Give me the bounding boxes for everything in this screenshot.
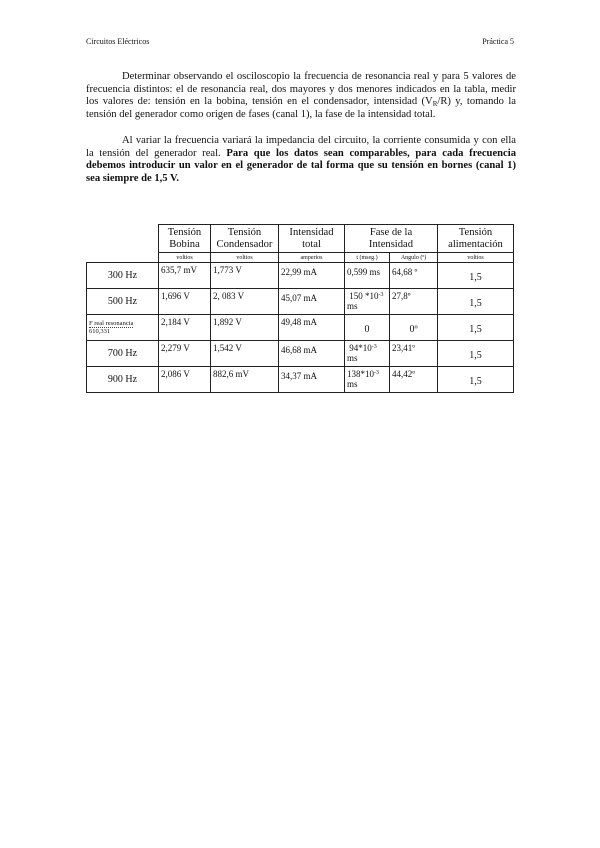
bobina-cell: 2,279 V — [159, 341, 211, 367]
condensador-cell: 1,773 V — [211, 263, 279, 289]
freq-cell: 900 Hz — [87, 367, 159, 393]
t-cell: 0,599 ms — [345, 263, 390, 289]
note-paragraph: Al variar la frecuencia variará la impedancia del circuito, la corriente consumida y con ella la tensión del generador real. Para que los datos sean comparables, para cada frecuencia debemos introducir un valor en el generador de tal forma que su tensión en bornes (canal 1) sea siempre de 1,5 V. — [86, 135, 516, 184]
alimentacion-cell: 1,5 — [438, 341, 514, 367]
angulo-cell: 27,8º — [390, 289, 438, 315]
condensador-cell: 1,542 V — [211, 341, 279, 367]
freq-cell: 700 Hz — [87, 341, 159, 367]
alimentacion-cell: 1,5 — [438, 289, 514, 315]
header-condensador: Tensión Condensador — [211, 225, 279, 253]
bobina-cell: 2,086 V — [159, 367, 211, 393]
angulo-cell: 64,68 º — [390, 263, 438, 289]
unit-condensador: voltios — [211, 253, 279, 263]
header-intensidad: Intensidad total — [279, 225, 345, 253]
header-practice-number: Práctica 5 — [482, 37, 514, 46]
t-cell: $94*10^{-3}$ ms — [345, 341, 390, 367]
alimentacion-cell: 1,5 — [438, 263, 514, 289]
bobina-cell: 635,7 mV — [159, 263, 211, 289]
bobina-cell: 2,184 V — [159, 315, 211, 341]
angulo-cell: 23,41º — [390, 341, 438, 367]
freq-cell: 500 Hz — [87, 289, 159, 315]
intensidad-cell: 49,48 mA — [279, 315, 345, 341]
bold-requirement: Para que los datos sean comparables, para cada frecuencia debemos introducir un valor en el generador de tal forma que su tensión en bornes (canal 1) sea siempre de 1,5 V. — [86, 147, 516, 184]
unit-t: t (mseg.) — [345, 253, 390, 263]
alimentacion-cell: 1,5 — [438, 367, 514, 393]
condensador-cell: 882,6 mV — [211, 367, 279, 393]
angulo-cell: 44,42º — [390, 367, 438, 393]
intensidad-cell: 22,99 mA — [279, 263, 345, 289]
t-cell: 150 $*10^{-3}$ ms — [345, 289, 390, 315]
freq-cell: F real resonancia 610,331 — [87, 315, 159, 341]
alimentacion-cell: 1,5 — [438, 315, 514, 341]
table-row — [87, 341, 514, 367]
intensidad-cell: 46,68 mA — [279, 341, 345, 367]
unit-intensidad: amperios — [279, 253, 345, 263]
table-row — [87, 367, 514, 393]
intensidad-cell: 45,07 mA — [279, 289, 345, 315]
unit-bobina: voltios — [159, 253, 211, 263]
instructions-paragraph: Determinar observando el osciloscopio la frecuencia de resonancia real y para 5 valores de frecuencia distintos: el de resonancia real, dos mayores y dos menores indicados en la tabla, medir los valores de: tensión en la bobina, tensión en el condensador, intensidad $(V_R/R)$ y, tomando la tensión del generador como origen de fases (canal 1), la fase de la intensidad total. — [86, 71, 516, 120]
condensador-cell: 1,892 V — [211, 315, 279, 341]
bobina-cell: 1,696 V — [159, 289, 211, 315]
header-bobina: Tensión Bobina — [159, 225, 211, 253]
measurements-table — [86, 224, 514, 393]
unit-angulo: Angulo (º) — [390, 253, 438, 263]
unit-alimentacion: voltios — [438, 253, 514, 263]
t-cell: 0 — [345, 315, 390, 341]
table-row — [87, 289, 514, 315]
header-fase: Fase de la Intensidad — [345, 225, 438, 253]
header-title: Circuitos Eléctricos — [86, 37, 150, 46]
freq-cell: 300 Hz — [87, 263, 159, 289]
angulo-cell: 0º — [390, 315, 438, 341]
table-row — [87, 315, 514, 341]
header-alimentacion: Tensión alimentación — [438, 225, 514, 253]
table-row — [87, 263, 514, 289]
intensidad-cell: 34,37 mA — [279, 367, 345, 393]
t-cell: $138*10^{-3}$ ms — [345, 367, 390, 393]
condensador-cell: 2, 083 V — [211, 289, 279, 315]
empty-corner — [87, 225, 159, 263]
